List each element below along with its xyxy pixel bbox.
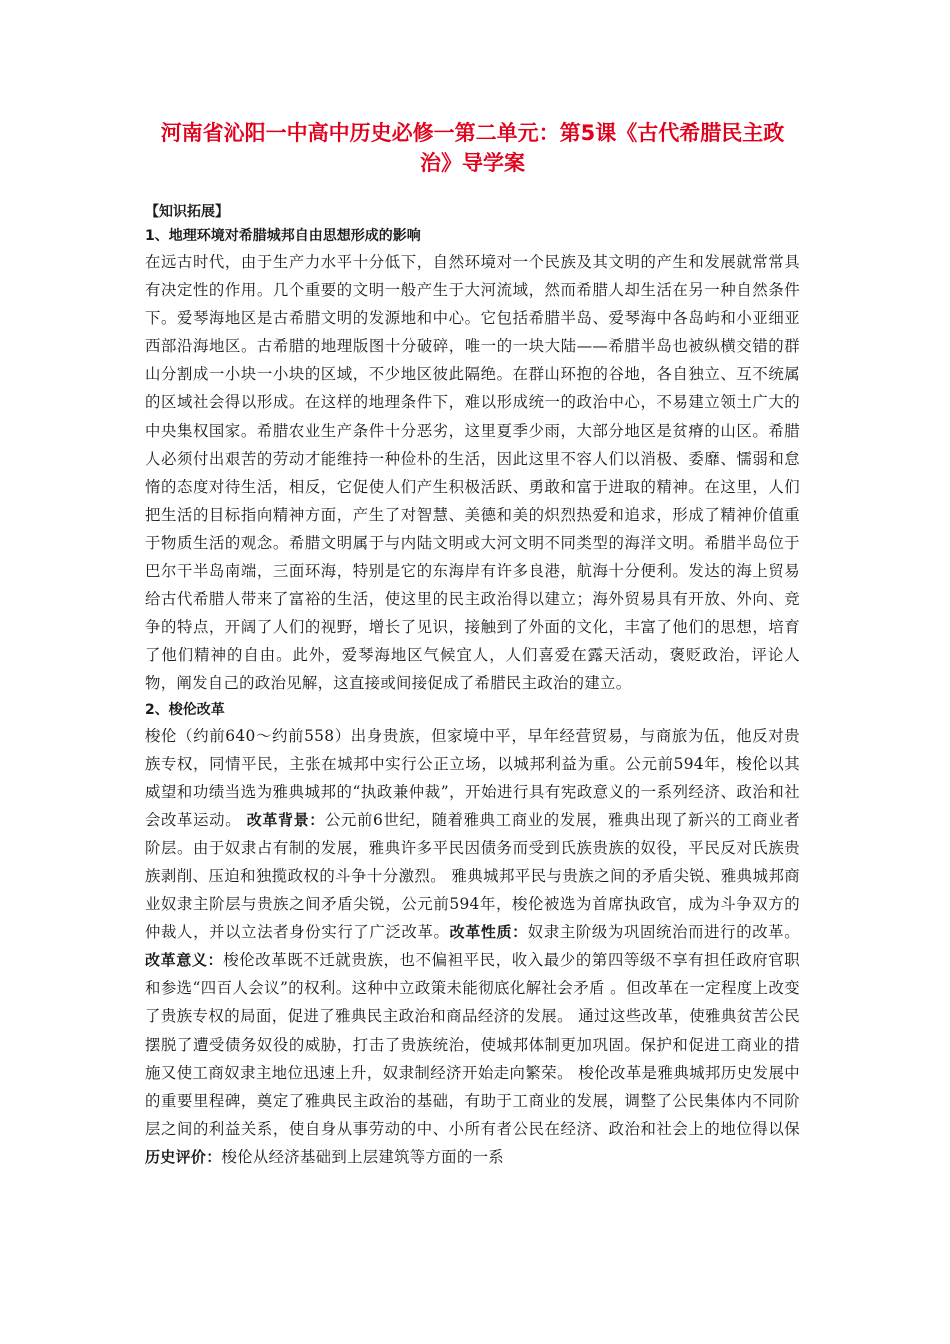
document-title: 河南省沁阳一中高中历史必修一第二单元：第5课《古代希腊民主政治》导学案: [160, 121, 785, 175]
reform-nature-text: 奴隶主阶级为巩固统治而进行的改革。: [527, 923, 800, 942]
solon-intro-text: 梭伦（约前640～约前558）出身贵族，但家境中平，早年经营贸易，与商旅为伍，他反对贵族专权，同情平民，主张在城邦中实行公正立场，以城邦利益为重。公元前594年，梭伦以其威望和功绩当选为雅典城邦的“执政兼仲裁”，开始进行具有宪政意义的一系列经济、政治和社会改革运动。: [145, 726, 800, 829]
paragraph-solon: [145, 722, 800, 1172]
reform-significance-text: 梭伦改革既不迁就贵族，也不偏袒平民，收入最少的第四等级不享有担任政府官职和参选“四百人会议”的权利。这种中立政策未能彻底化解社会矛盾 。但改革在一定程度上改变了贵族专权的局面，促进了雅典民主政治和商品经济的发展。 通过这些改革，使雅典贫苦公民摆脱了遭受债务奴役的威胁，打击了贵族统治，使城邦体制更加巩固。保护和促进工商业的措施又使工商奴隶主地位迅速上升，奴隶制经济开始走向繁荣。 梭伦改革是雅典城邦历史发展中的重要里程碑，奠定了雅典民主政治的基础，有助于工商业的发展，调整了公民集体内不同阶层之间的利益关系，使自身从事劳动的中、小所有者公民在经济、政治和社会上的地位得以保: [145, 951, 800, 1138]
historical-evaluation-label: 历史评价：: [145, 1147, 222, 1166]
section-heading-solon: 2、梭伦改革: [145, 701, 225, 718]
historical-evaluation-text: 梭伦从经济基础到上层建筑等方面的一系: [221, 1147, 504, 1166]
section-heading-geography: 1、地理环境对希腊城邦自由思想形成的影响: [145, 228, 421, 244]
paragraph-geography: 在远古时代，由于生产力水平十分低下，自然环境对一个民族及其文明的产生和发展就常常具有决定性的作用。几个重要的文明一般产生于大河流域，然而希腊人却生活在另一种自然条件下。爱琴海地区是古希腊文明的发源地和中心。它包括希腊半岛、爱琴海中各岛屿和小亚细亚西部沿海地区。古希腊的地理版图十分破碎，唯一的一块大陆——希腊半岛也被纵横交错的群山分割成一小块一小块的区域，不少地区彼此隔绝。在群山环抱的谷地，各自独立、互不统属的区域社会得以形成。在这样的地理条件下，难以形成统一的政治中心，不易建立领土广大的中央集权国家。希腊农业生产条件十分恶劣，这里夏季少雨，大部分地区是贫瘠的山区。希腊人必须付出艰苦的劳动才能维持一种俭朴的生活，因此这里不容人们以消极、委靡、懦弱和怠惰的态度对待生活，相反，它促使人们产生积极活跃、勇敢和富于进取的精神。在这里，人们把生活的目标指向精神方面，产生了对智慧、美德和美的炽烈热爱和追求，形成了精神价值重于物质生活的观念。希腊文明属于与内陆文明或大河文明不同类型的海洋文明。希腊半岛位于巴尔干半岛南端，三面环海，特别是它的东海岸有许多良港，航海十分便利。发达的海上贸易给古代希腊人带来了富裕的生活，使这里的民主政治得以建立；海外贸易具有开放、外向、竞争的特点，开阔了人们的视野，增长了见识，接触到了外面的文化，丰富了他们的思想，培育了他们精神的自由。此外，爱琴海地区气候宜人，人们喜爱在露天活动，褒贬政治，评论人物，阐发自己的政治见解，这直接或间接促成了希腊民主政治的建立。: [145, 253, 800, 693]
reform-background-text: 公元前6世纪，随着雅典工商业的发展，雅典出现了新兴的工商业者阶层。由于奴隶占有制的发展，雅典许多平民因债务而受到氏族贵族的奴役，平民反对氏族贵族剥削、压迫和独揽政权的斗争十分激烈。 雅典城邦平民与贵族之间的矛盾尖锐、雅典城邦商业奴隶主阶层与贵族之间矛盾尖锐，公元前594年，梭伦被选为首席执政官，成为斗争双方的仲裁人，并以立法者身份实行了广泛改革。: [145, 810, 800, 942]
reform-significance-label: 改革意义：: [145, 951, 224, 970]
reform-background-label: 改革背景：: [246, 810, 325, 829]
section-label: 【知识拓展】: [145, 204, 229, 220]
reform-nature-label: 改革性质：: [449, 923, 528, 942]
